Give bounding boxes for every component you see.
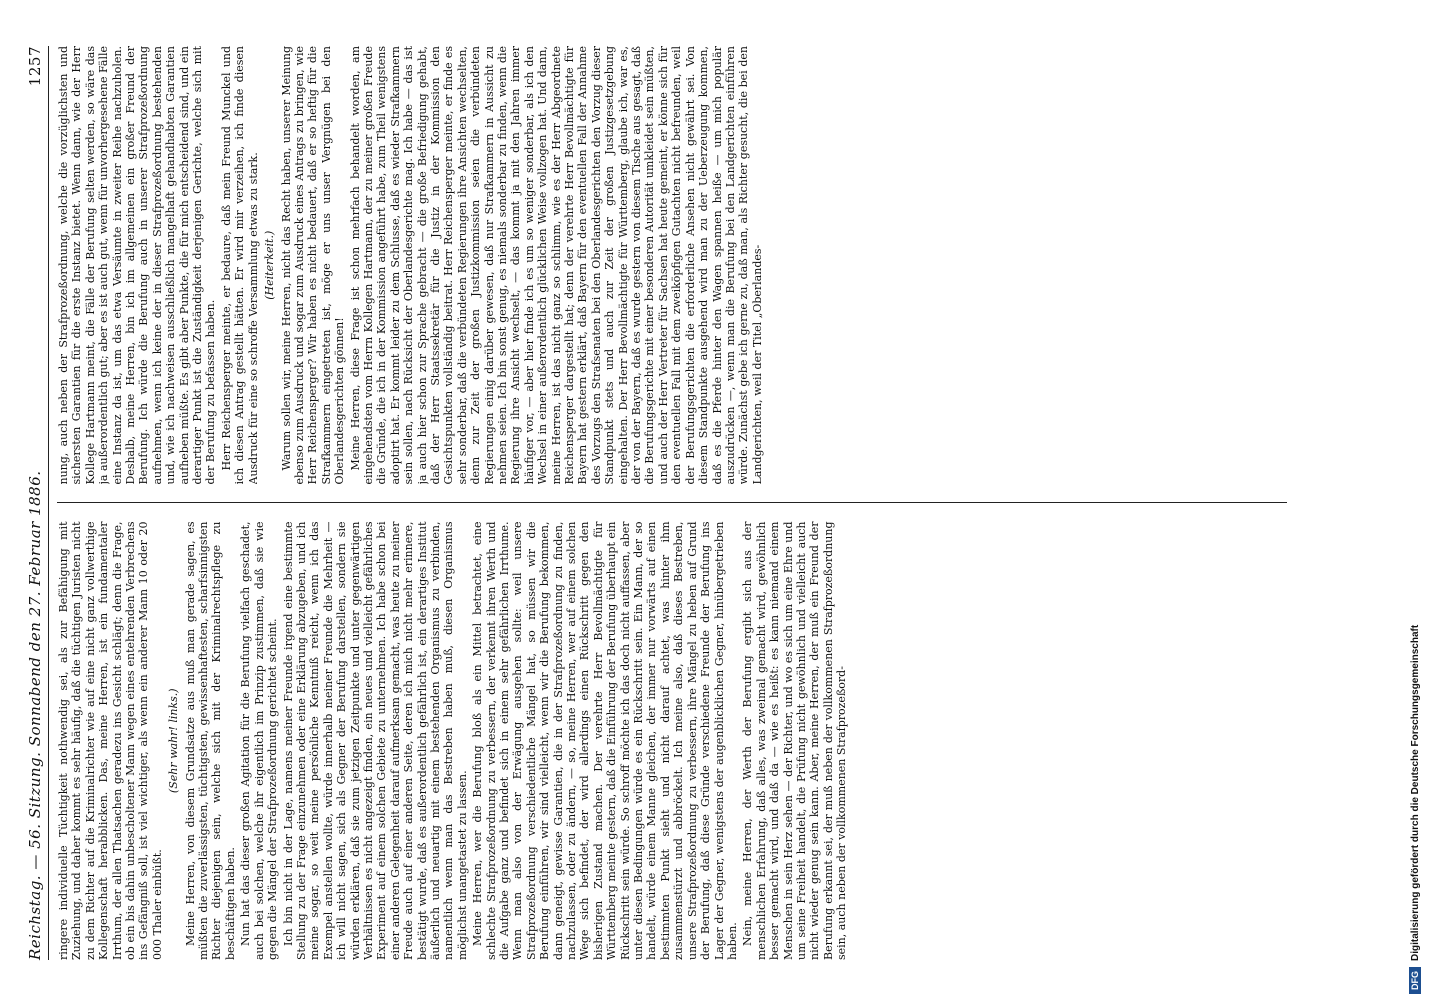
paragraph: Meine Herren, diese Frage ist schon mehrfach behandelt worden, am eingehendsten vom Herrn Kollegen Hartmann, der zu meiner großen Freude die Gründe, die ich in der Kommission angeführt habe, zum Theil wenigstens adoptirt hat. Er kommt leider zu dem Schlusse, daß es wieder Strafkammern sein sollen, nach Rücksicht der Oberlandesgerichte mag. Ich habe — das ist ja auch hier schon zur Sprache gebracht — die große Befriedigung gehabt, daß der Herr Staatssekretär für die Justiz in der Kommission den Gesichtspunkten vollständig beitrat. Herr Reichensperger meinte, er finde es sehr sonderbar, daß die verbündeten Regierungen ihre Ansichten wechselten, denn zur Zeit der großen Justizkommission seien die verbündeten Regierungen einig darüber gewesen, daß nur Strafkammern in Aussicht zu nehmen seien. Ich bin sonst genug, es niemals sonderbar zu finden, wenn die Regierung ihre Ansicht wechselt, — das kommt ja mit den Jahren immer häufiger vor, — aber hier finde ich es um so weniger sonderbar, als ich den Wechsel in einer außerordentlich glücklichen Weise vollzogen hat. Und dann, meine Herren, ist das nicht ganz so schlimm, wie es der Herr Abgeordnete Reichensperger dargestellt hat; denn der verehrte Herr Bevollmächtigte für Bayern hat gestern erklärt, daß Bayern für den eventuellen Fall der Annahme des Vorzugs den Strafsenaten bei den Oberlandesgerichten den Vorzug dieser Standpunkt stets und auch zur Zeit der großen Justizgesetzgebung eingehalten. Der Herr Bevollmächtigte für Württemberg, glaube ich, war es, der von der Bayern, daß es wurde gestern von diesem Tische aus gesagt, daß die Berufungsgerichte mit einer besonderen Autorität umkleidet sein müßten, und auch der Herr Vertreter für Sachsen hat heute gemeint, er könne sich für den eventuellen Fall mit dem zweiköpfigen Gutachten nicht befreunden, weil der Berufungsgerichten die erforderliche Ansehen nicht gewährt sei. Von diesem Standpunkte ausgehend wird man zu der Ueberzeugung kommen, daß es die Pferde hinter den Wagen spannen heiße — um mich populär auszudrücken —, wenn man die Berufung bei den Landgerichten einführen würde. Zunächst gebe ich gerne zu, daß man, als Richter gesucht, die bei den Landgerichten, weil der Titel „Oberlandes-: [348, 46, 764, 485]
column-divider: [57, 503, 1287, 504]
interjection: (Sehr wahr! links.): [167, 688, 181, 794]
paragraph: Warum sollen wir, meine Herren, nicht das Recht haben, unserer Meinung ebenso zum Ausdruck und sogar zum Ausdruck eines Antrags zu bringen, wie Herr Reichensperger? Wir haben es nicht bedauert, daß er so heftig für die Strafkammern eingetreten ist, möge er uns unser Vergnügen bei den Oberlandesgerichten gönnen!: [279, 46, 347, 485]
column-left: [57, 522, 1287, 961]
header-title: Reichstag. — 56. Sitzung. Sonnabend den 27. Februar 1886.: [26, 470, 44, 960]
dfg-logo-icon: DFG: [1409, 967, 1421, 994]
dfg-credit: [1398, 0, 1432, 1000]
paragraph: ringere individuelle Tüchtigkeit nothwendig sei, als zur Befähigung mit Zuziehung, und daher kommt es sehr häufig, daß die tüchtigen Juristen nicht zu dem Richter auf die Kriminalrichter wie auf eine nicht ganz vollwerthige Kollegenschaft herabblicken. Das, meine Herren, ist ein fundamentaler Irrthum, der allen Thatsachen geradezu ins Gesicht schlägt; denn die Frage, ob ein bis dahin unbescholtener Mann wegen eines entehrenden Verbrechens ins Gefängniß soll, ist viel wichtiger, als wenn ein anderer Mann 10 oder 20 000 Thaler einbüßt.: [57, 521, 164, 960]
interjection: (Heiterkeit.): [263, 230, 277, 300]
paragraph: Nein, meine Herren, der Werth der Berufung ergibt sich aus der menschlichen Erfahrung, daß alles, was zweimal gemacht wird, gewöhnlich besser gemacht wird, und daß da — wie es heißt: es kann niemand einem Menschen in sein Herz sehen — der Richter, und wo es sich um eine Ehre und um seine Freiheit handelt, die Prüfung nicht gewöhnlich und vielleicht auch nicht wieder genug sein kann. Aber, meine Herren, der muß ein Freund der Berufung erkannt sei, der muß neben der vollkommenen Strafprozeßordnung sein, auch neben der vollkommenen Strafprozeßord-: [741, 521, 849, 960]
paragraph: nung, auch neben der Strafprozeßordnung, welche die vorzüglichsten und sichersten Garantien für die erste Instanz bietet. Wenn dann, wie der Herr Kollege Hartmann meint, die Fälle der Berufung selten werden, so wäre das ja außerordentlich gut; aber es ist auch gut, wenn für unvorhergesehene Fälle eine Instanz da ist, um das etwa Versäumte in zweiter Reihe nachzuholen. Deshalb, meine Herren, bin ich im allgemeinen ein großer Freund der Berufung. Ich würde die Berufung auch in unserer Strafprozeßordnung aufnehmen, wenn ich keine der in dieser Strafprozeßordnung bestehenden und, wie ich nachweisen ausschließlich mangelhaft gehandhabten Garantien aufheben müßte. Es gibt aber Punkte, die für mich entscheidend sind, und ein derartiger Punkt ist die Zuständigkeit derjenigen Gerichte, welche sich mit der Berufung zu befassen haben.: [57, 46, 218, 485]
page-header: [26, 46, 49, 960]
paragraph: Meine Herren, von diesem Grundsatze aus muß man gerade sagen, es müßten die zuverlässigsten, tüchtigsten, gewissenhaftesten, scharfsinnigsten Richter diejenigen sein, welche sich mit der Kriminalrechtspflege zu beschäftigen haben.: [183, 521, 237, 960]
dfg-credit-text: Digitalisierung gefördert durch die Deutsche Forschungsgemeinschaft: [1409, 624, 1421, 961]
paragraph: Meine Herren, wer die Berufung bloß als ein Mittel betrachtet, eine schlechte Strafprozeßordnung zu verbessern, der verkennt ihren Werth und die Aufgabe ganz und befindet sich in einem sehr gefährlichen Irrthume. Wenn man also von der Erwägung ausgehen sollte: weil unsere Strafprozeßordnung verschiedentliche Mängel hat, so müssen wir die Berufung einführen, wir sind vielleicht, wenn wir die Berufung bekommen, dann geneigt, gewisse Garantien, die in der Strafprozeßordnung zu finden, nachzulassen, oder zu ändern, — so, meine Herren, wer auf einem solchen Wege sich befindet, der wird allerdings einen Rückschritt gegen den bisherigen Zustand machen. Der verehrte Herr Bevollmächtigte für Württemberg meinte gestern, daß die Einführung der Berufung überhaupt ein Rückschritt sein würde. So schroff möchte ich das doch nicht auffassen, aber unter diesen Bedingungen würde es ein Rückschritt sein. Ein Mann, der so handelt, würde einem Manne gleichen, der immer nur vorwärts auf einen bestimmten Punkt sieht und nicht darauf achtet, was hinter ihm zusammenstürzt und abbröckelt. Ich meine also, daß dieses Bestreben, unsere Strafprozeßordnung zu verbessern, ihre Mängel zu heben auf Grund der Berufung, daß diese Gründe verschiedene Freunde der Berufung ins Lager der Gegner, wenigstens der augenblicklichen Gegner, hinübergetrieben haben.: [471, 521, 739, 960]
page-number: 1257: [26, 46, 44, 87]
dfg-sidebar: [1398, 0, 1432, 1000]
column-right: [57, 46, 1287, 485]
paragraph: Herr Reichensperger meinte, er bedaure, daß mein Freund Munckel und ich diesen Antrag gestellt hätten. Er wird mir verzeihen, ich finde diesen Ausdruck für eine so schroffe Versammlung etwas zu stark.: [219, 46, 260, 485]
text-columns: [57, 46, 1287, 960]
paragraph: Ich bin nicht in der Lage, namens meiner Freunde irgend eine bestimmte Stellung zu der Frage einzunehmen oder eine Erklärung abzugeben, und ich meine sogar, so weit meine persönliche Kenntniß reicht, wenn ich das Exempel anstellen wollte, würde innerhalb meiner Freunde die Mehrheit — ich will nicht sagen, sich als Gegner der Berufung darstellen, sondern sie würden erklären, daß sie zum jetzigen Zeitpunkte und unter gegenwärtigen Verhältnissen es nicht angezeigt finden, ein neues und vielleicht gefährliches Experiment auf einem solchen Gebiete zu unternehmen. Ich habe schon bei einer anderen Gelegenheit darauf aufmerksam gemacht, was heute zu meiner Freude auch auf einer anderen Seite, deren ich mich nicht mehr erinnere, bestätigt wurde, daß es außerordentlich gefährlich ist, ein derartiges Institut äußerlich und neuartig mit einem bestehenden Organismus zu verbinden, namentlich wenn man das Bestreben haben muß, diesen Organismus möglichst unangetastet zu lassen.: [281, 521, 469, 960]
paragraph: Nun hat das dieser großen Agitation für die Berufung vielfach geschadet, auch bei solchen, welche ihr eigentlich im Prinzip zustimmen, daß sie wie gegen die Mängel der Strafprozeßordnung gerichtet scheint.: [239, 521, 280, 960]
